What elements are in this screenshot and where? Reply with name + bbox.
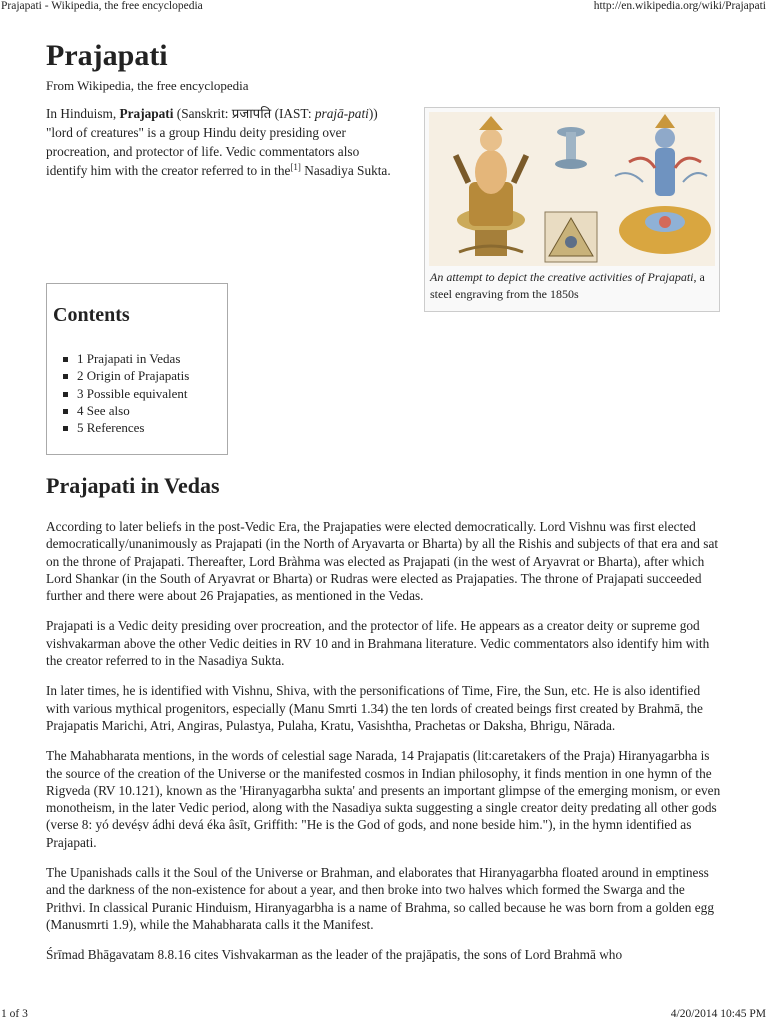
toc-item[interactable]: 3 Possible equivalent [61,385,189,402]
site-subtitle: From Wikipedia, the free encyclopedia [46,78,249,93]
engraving-illustration [429,112,715,266]
print-header-url[interactable]: http://en.wikipedia.org/wiki/Prajapati [593,0,766,12]
intro-section [46,104,722,963]
toc-item[interactable]: 1 Prajapati in Vedas [61,350,189,367]
intro-text-4: Nasadiya Sukta. [300,163,391,178]
print-footer [0,1004,768,1024]
intro-iast-term: prajā-pati [314,106,369,121]
body-paragraph: According to later beliefs in the post-Vedic Era, the Prajapaties were elected democratically. Lord Vishnu was first elected democratically/unanimously as Prajapati (in the North of Aryavarta or Bharta) by all the Rishis and subjects of that era and sat on the throne of Prajapati. Thereafter, Lord Bràhma was elected as Prajapati (in the west of Aryavrat or Bharta), after which Lord Shankar (in the South of Aryavrat or Bharta) or Rudras were elected as Prajapaties. The throne of Prajapati succeeded further and there were about 26 Prajapaties, as mentioned in the Vedas. [46,519,719,604]
section-heading: Prajapati in Vedas [46,473,220,498]
reference-link[interactable]: [1] [290,162,301,172]
print-header [0,0,768,16]
section-body [46,518,722,977]
page-title: Prajapati [46,39,168,72]
caption-rest: , a steel engraving from the 1850s [430,270,705,301]
body-paragraph: The Mahabharata mentions, in the words of celestial sage Narada, 14 Prajapatis (lit:caretakers of the Praja) Hiranyagarbha is the source of the creation of the Universe or the manifested cosmos in Indian philosophy, it finds mention in one hymn of the Rigveda (RV 10.121), known as the 'Hiranyagarbha sukta' and presents an important glimpse of the emerging monism, or even monotheism, in the later Vedic period, along with the Nasadiya sukta suggesting a single creator deity predating all other gods (verse 8: yó devéṣv ádhi devá éka âsīt, Griffith: "He is the God of gods, and none beside him."), in the hymn identified as Prajapati. [46,748,721,850]
page-count: 1 of 3 [1,1008,28,1020]
body-paragraph: Śrīmad Bhāgavatam 8.8.16 cites Vishvakarman as the leader of the prajāpatis, the sons of Lord Brahmā who [46,947,623,963]
body-paragraph: The Upanishads calls it the Soul of the Universe or Brahman, and elaborates that Hiranyagarbha floated around in emptiness and the darkness of the non-existence for about a year, and then broke into two halves which formed the Swarga and the Prithvi. In classical Puranic Hinduism, Hiranyagarbha is a name of Brahma, so called because he was born from a golden egg (Manusmrti 1.9), while the Mahabharata calls it the Manifest. [46,865,714,932]
intro-text-2: (Sanskrit: प्रजापति (IAST: [173,106,315,121]
print-header-title: Prajapati - Wikipedia, the free encyclopedia [1,0,203,12]
print-timestamp: 4/20/2014 10:45 PM [670,1008,766,1020]
toc-item[interactable]: 5 References [61,419,189,436]
intro-text-3: )) "lord of creatures" is a group Hindu deity presiding over procreation, and protector of life. Vedic commentators also identify him with the creator referred to in the [46,106,378,178]
toc-item[interactable]: 2 Origin of Prajapatis [61,367,189,384]
image-caption [430,269,714,303]
table-of-contents [46,283,228,455]
article [46,38,722,963]
image-thumbnail [424,107,720,312]
intro-paragraph [46,104,398,180]
toc-item[interactable]: 4 See also [61,402,189,419]
prajapati-engraving-image[interactable] [429,112,715,266]
body-paragraph: In later times, he is identified with Vishnu, Shiva, with the personifications of Time, Fire, the Sun, etc. He is also identified with various mythical progenitors, especially (Manu Smrti 1.34) the ten lords of created beings first created by Brahmā, the Prajapatis Marichi, Atri, Angiras, Pulastya, Pulaha, Kratu, Vasishtha, Prachetas or Daksha, Bhrigu, Nārada. [46,683,703,733]
toc-title: Contents [53,304,130,326]
intro-text-1: In Hinduism, [46,106,120,121]
intro-bold-term: Prajapati [119,106,174,121]
body-paragraph: Prajapati is a Vedic deity presiding over procreation, and the protector of life. He appears as a creator deity or supreme god vishvakarman above the other Vedic deities in RV 10 and in Brahmana literature. Vedic commentators also identify him with the creator referred to in the Nasadiya Sukta. [46,618,710,669]
caption-italic: An attempt to depict the creative activities of Prajapati [430,270,694,284]
toc-list [61,350,189,436]
